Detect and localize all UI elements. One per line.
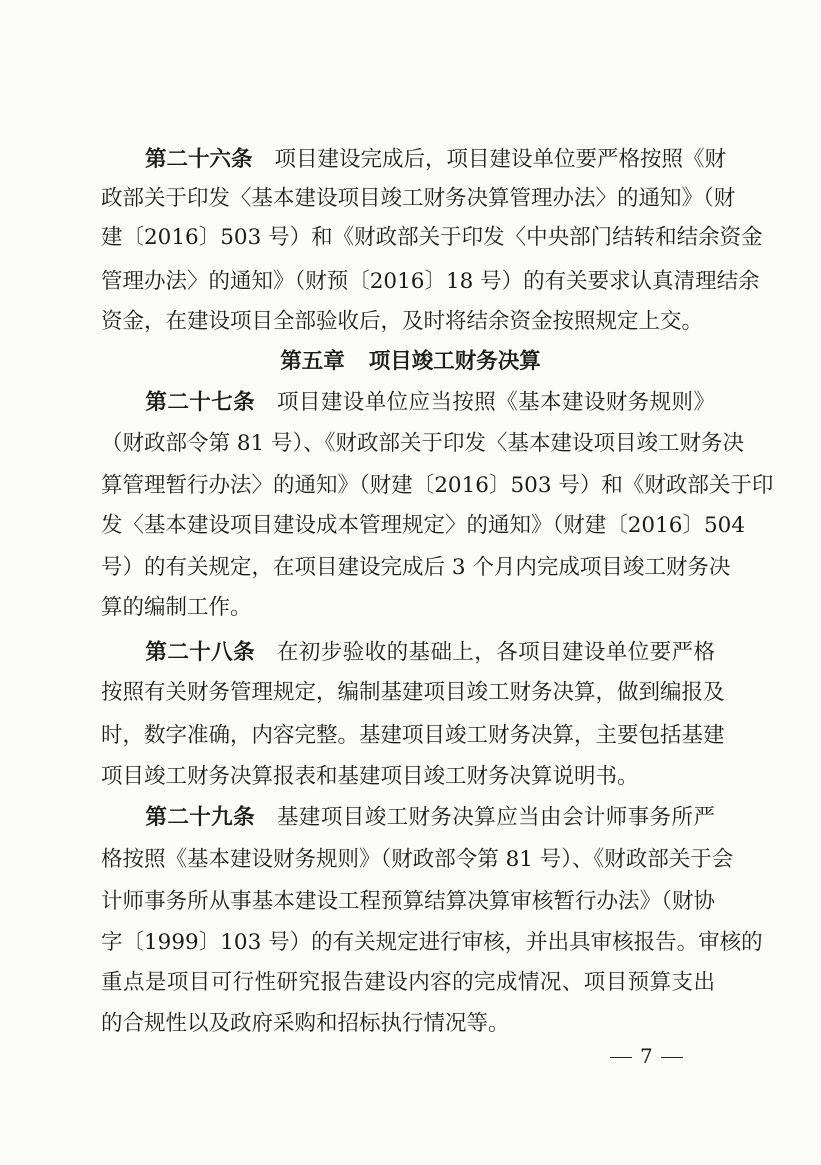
article-27-label: 第二十七条 xyxy=(145,390,256,415)
article-27-line-5: 号）的有关规定，在项目建设完成后 3 个月内完成项目竣工财务决 xyxy=(101,555,731,580)
chapter-heading xyxy=(0,345,821,379)
article-28-line-3: 时，数字准确，内容完整。基建项目竣工财务决算，主要包括基建 xyxy=(101,723,725,748)
article-27-line-4: 发〈基本建设项目建设成本管理规定〉的通知》（财建〔2016〕504 xyxy=(101,513,746,538)
article-26-line-3: 建〔2016〕503 号）和《财政部关于印发〈中央部门结转和结余资金 xyxy=(101,225,763,250)
article-29-line-5: 重点是项目可行性研究报告建设内容的完成情况、项目预算支出 xyxy=(101,970,715,995)
chapter-number: 第五章 xyxy=(280,349,345,374)
article-29-line-4: 字〔1999〕103 号）的有关规定进行审核，并出具审核报告。审核的 xyxy=(101,930,763,955)
article-28-line-2: 按照有关财务管理规定，编制基建项目竣工财务决算，做到编报及 xyxy=(101,680,725,705)
article-26-line-5: 资金，在建设项目全部验收后，及时将结余资金按照规定上交。 xyxy=(101,309,704,334)
article-29-line-1: 第二十九条 基建项目竣工财务决算应当由会计师事务所严 xyxy=(145,805,715,830)
page-number: 7 xyxy=(602,1041,691,1071)
article-28-line-1: 第二十八条 在初步验收的基础上，各项目建设单位要严格 xyxy=(145,640,715,665)
article-27-line-2: （财政部令第 81 号）、《财政部关于印发〈基本建设项目竣工财务决 xyxy=(101,431,745,456)
page-number-dash-left xyxy=(610,1057,632,1058)
article-29-line-3: 计师事务所从事基本建设工程预算结算决算审核暂行办法》（财协 xyxy=(101,889,715,914)
article-28-line-4: 项目竣工财务决算报表和基建项目竣工财务决算说明书。 xyxy=(101,764,639,789)
article-29-line-6: 的合规性以及政府采购和招标执行情况等。 xyxy=(101,1011,510,1036)
article-26-label: 第二十六条 xyxy=(145,147,253,172)
article-26-line-4: 管理办法〉的通知》（财预〔2016〕18 号）的有关要求认真清理结余 xyxy=(101,269,760,294)
article-26-line-2: 政部关于印发〈基本建设项目竣工财务决算管理办法〉的通知》（财 xyxy=(101,186,736,211)
article-27-line-3: 算管理暂行办法〉的通知》（财建〔2016〕503 号）和《财政部关于印 xyxy=(101,473,774,498)
article-29-label: 第二十九条 xyxy=(145,805,256,830)
page-number-dash-right xyxy=(661,1057,683,1058)
article-26-line-1: 第二十六条 项目建设完成后，项目建设单位要严格按照《财 xyxy=(145,147,727,172)
article-27-line-1: 第二十七条 项目建设单位应当按照《基本建设财务规则》 xyxy=(145,390,715,415)
article-28-label: 第二十八条 xyxy=(145,640,256,665)
article-29-line-2: 格按照《基本建设财务规则》（财政部令第 81 号）、《财政部关于会 xyxy=(101,847,734,872)
chapter-title: 项目竣工财务决算 xyxy=(368,349,541,374)
article-27-line-6: 算的编制工作。 xyxy=(101,595,252,620)
